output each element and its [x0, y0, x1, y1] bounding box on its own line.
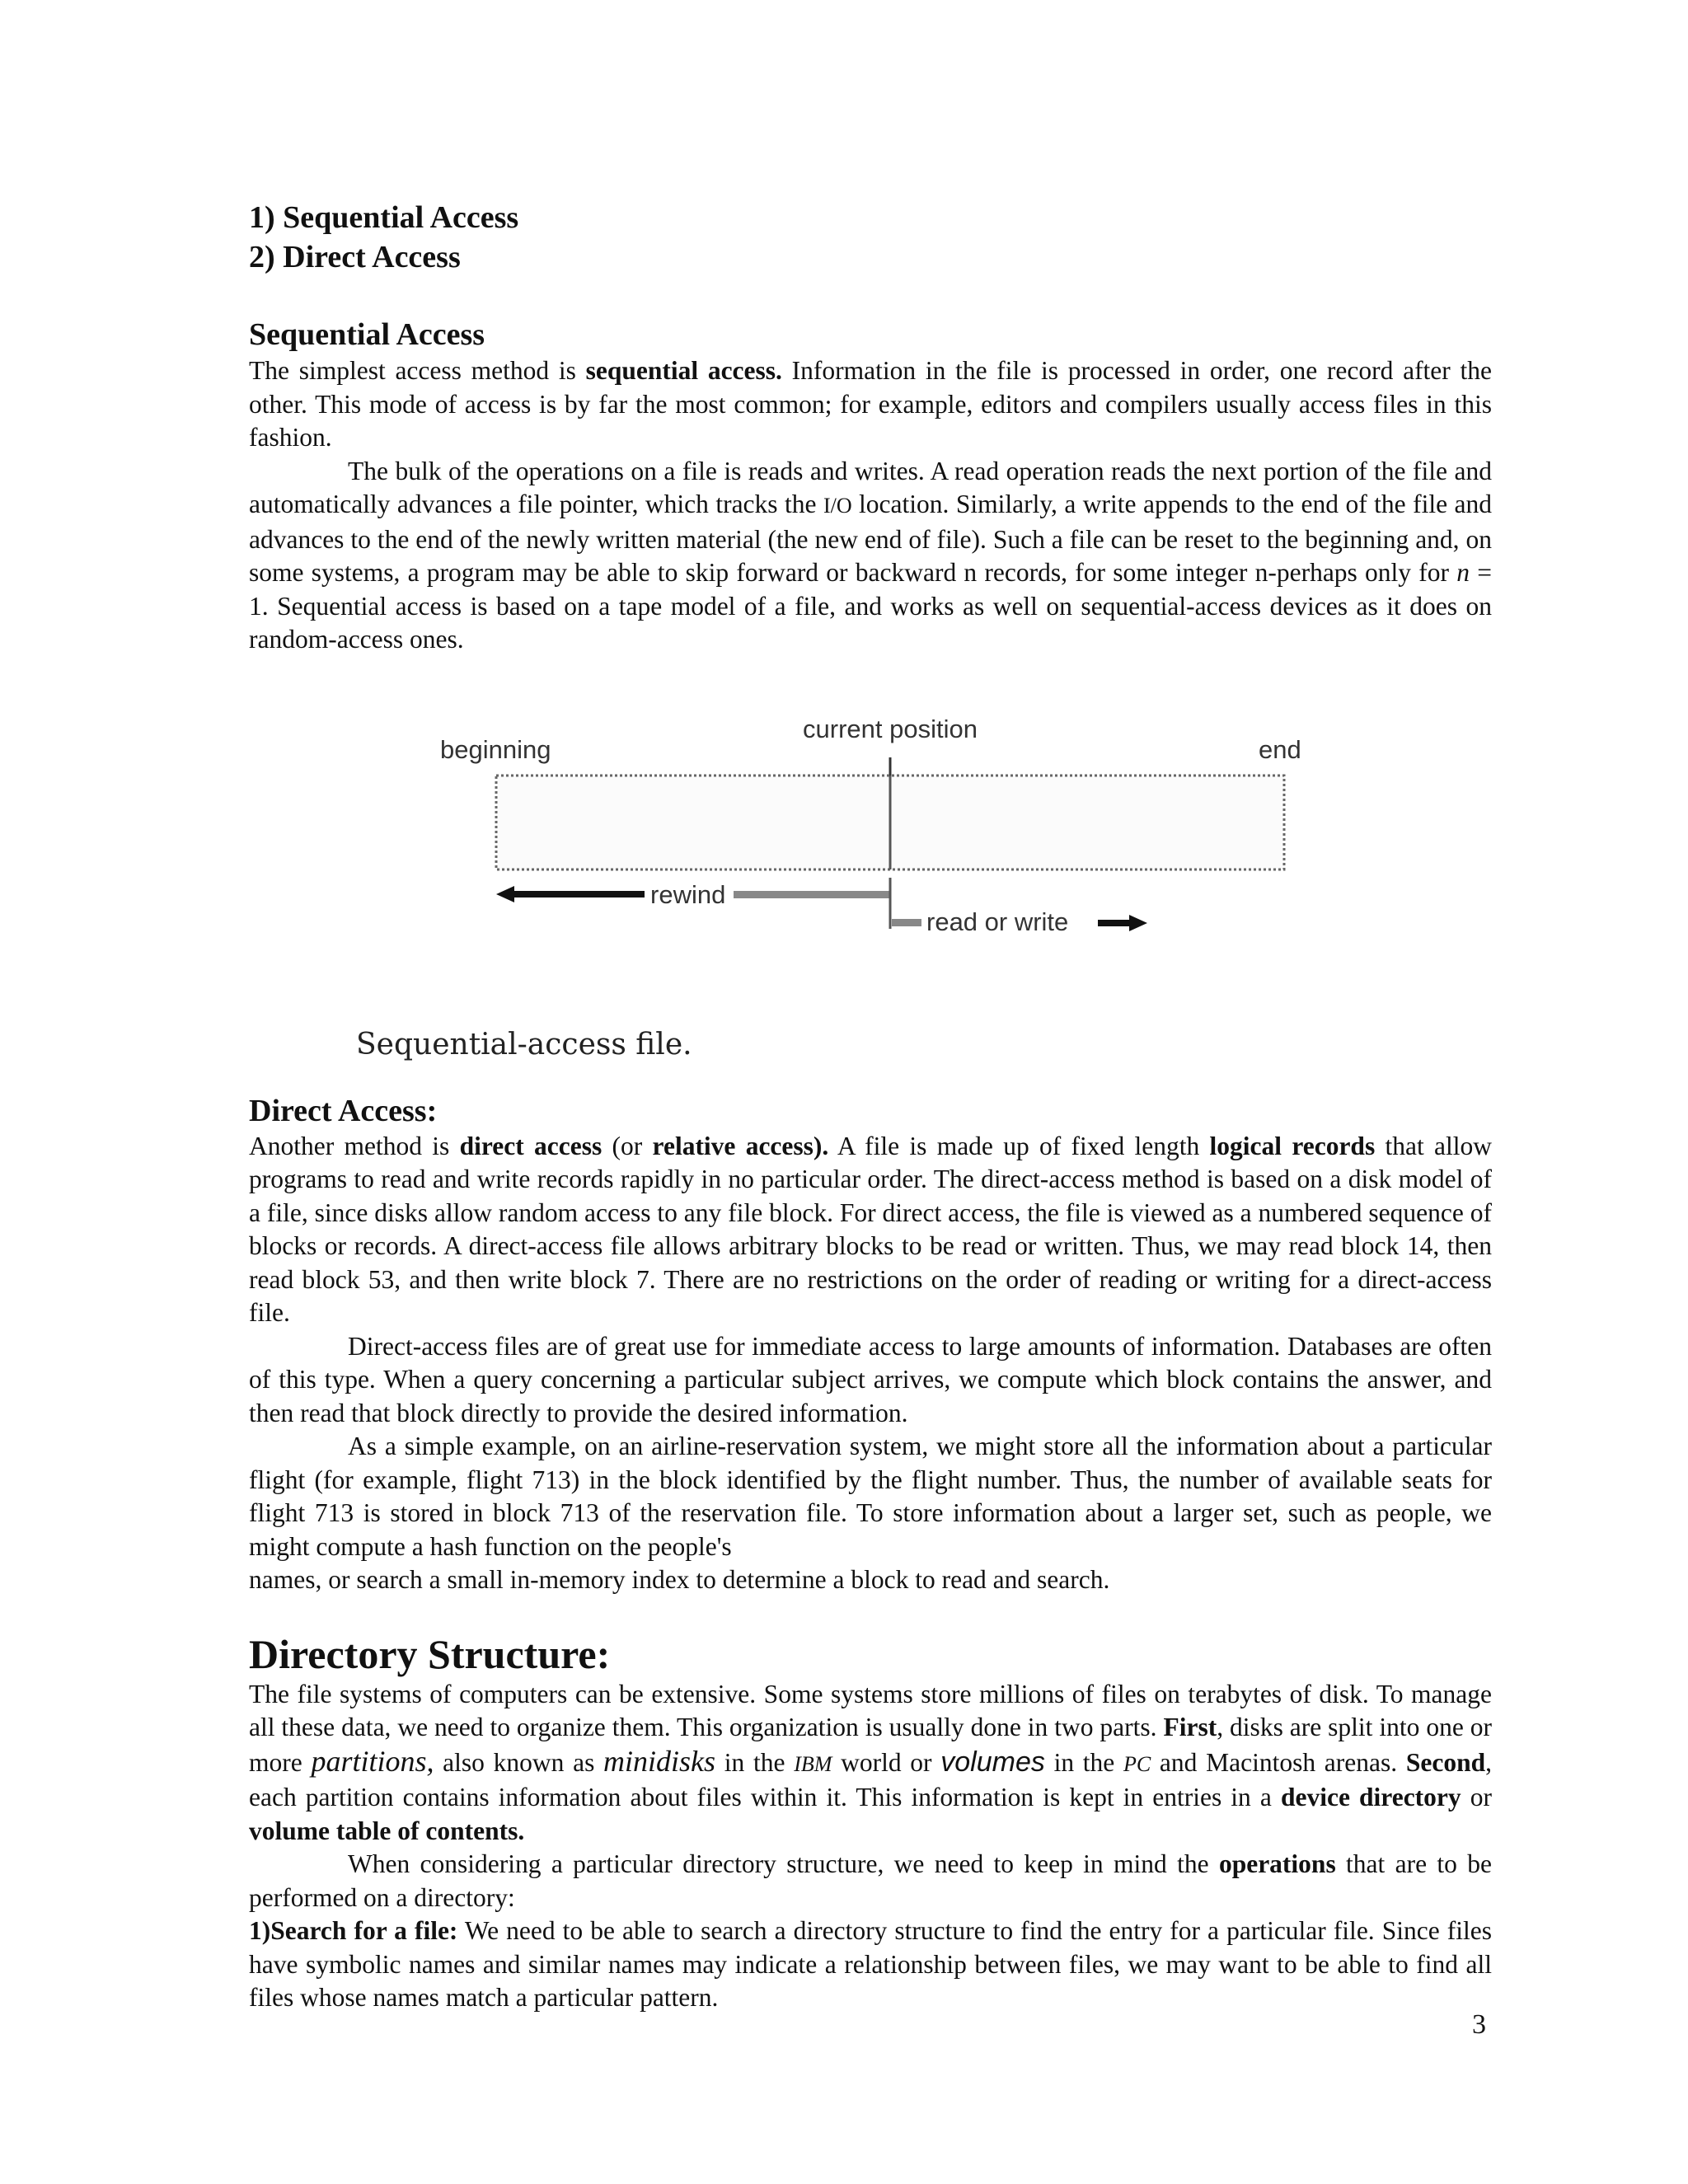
direct-access-heading: Direct Access: [249, 1093, 438, 1128]
direct-paragraph-2: Direct-access files are of great use for immediate access to large amounts of information. Databases are often of this type. When a query concerning a particular subject arrives, we compute which block contains the answer, and then read that block directly to provide the desired information. [249, 1331, 1492, 1427]
current-position-label: current position [803, 714, 978, 743]
directory-paragraph-2: When considering a particular directory structure, we need to keep in mind the operations that are to be performed on a directory: [249, 1849, 1492, 1912]
sequential-access-heading: Sequential Access [249, 317, 485, 352]
direct-paragraph-3-continued: names, or search a small in-memory index to determine a block to read and search. [249, 1565, 1110, 1594]
page-number: 3 [1472, 2009, 1486, 2040]
sequential-paragraph-2: The bulk of the operations on a file is reads and writes. A read operation reads the next portion of the file and automatically advances a file pointer, which tracks the I/O location. Similarly, a write appends to the end of the file and advances to the end of the newly written material (the new end of file). Such a file can be reset to the beginning and, on some systems, a program may be able to skip forward or backward n records, for some integer n-perhaps only for n = 1. Sequential access is based on a tape model of a file, and works as well on sequential-access devices as it does on random-access ones. [249, 456, 1492, 654]
sequential-paragraph-1: The simplest access method is sequential access. Information in the file is processed in order, one record after the other. This mode of access is by far the most common; for example, editors and compilers usually access files in this fashion. [249, 356, 1492, 452]
end-label: end [1259, 734, 1301, 764]
list-item: 2) Direct Access [249, 240, 461, 274]
list-item: 1) Sequential Access [249, 200, 519, 235]
page-body [249, 198, 1492, 2015]
beginning-label: beginning [440, 734, 551, 764]
sequential-access-diagram [249, 690, 1492, 1085]
rewind-bar [734, 891, 890, 898]
read-or-write-label: read or write [926, 907, 1069, 936]
sequential-access-figure [249, 690, 1492, 1085]
directory-paragraph-1: The file systems of computers can be extensive. Some systems store millions of files on terabytes of disk. To manage all these data, we need to organize them. This organization is usually done in two parts. First, disks are split into one or more partitions, also known as minidisks in the IBM world or volumes in the PC and Macintosh arenas. Second, each partition contains information about files within it. This information is kept in entries in a device directory or volume table of contents. [249, 1679, 1492, 1845]
rewind-label: rewind [650, 879, 726, 909]
direct-paragraph-1: Another method is direct access (or relative access). A file is made up of fixed length logical records that allow programs to read and write records rapidly in no particular order. The direct-access method is based on a disk model of a file, since disks allow random access to any file block. For direct access, the file is viewed as a numbered sequence of blocks or records. A direct-access file allows arbitrary blocks to be read or written. Thus, we may read block 14, then read block 53, and then write block 7. There are no restrictions on the order of reading or writing for a direct-access file. [249, 1131, 1493, 1327]
directory-structure-heading: Directory Structure: [249, 1630, 611, 1677]
read-write-arrow-icon [1098, 915, 1147, 931]
direct-paragraph-3: As a simple example, on an airline-reservation system, we might store all the information about a particular flight (for example, flight 713) in the block identified by the flight number. Thus, the number of available seats for flight 713 is stored in block 713 of the reservation file. To store information about a larger set, such as people, we might compute a hash function on the people's [249, 1432, 1492, 1561]
figure-caption: Sequential-access file. [356, 1027, 692, 1062]
directory-paragraph-3: 1)Search for a file: We need to be able to search a directory structure to find the entry for a particular file. Since files have symbolic names and similar names may indicate a relationship between files, we may want to be able to find all files whose names match a particular pattern. [249, 1916, 1492, 2012]
read-write-bar [892, 919, 921, 926]
rewind-arrow-icon [496, 886, 645, 902]
access-method-list [249, 198, 1492, 277]
